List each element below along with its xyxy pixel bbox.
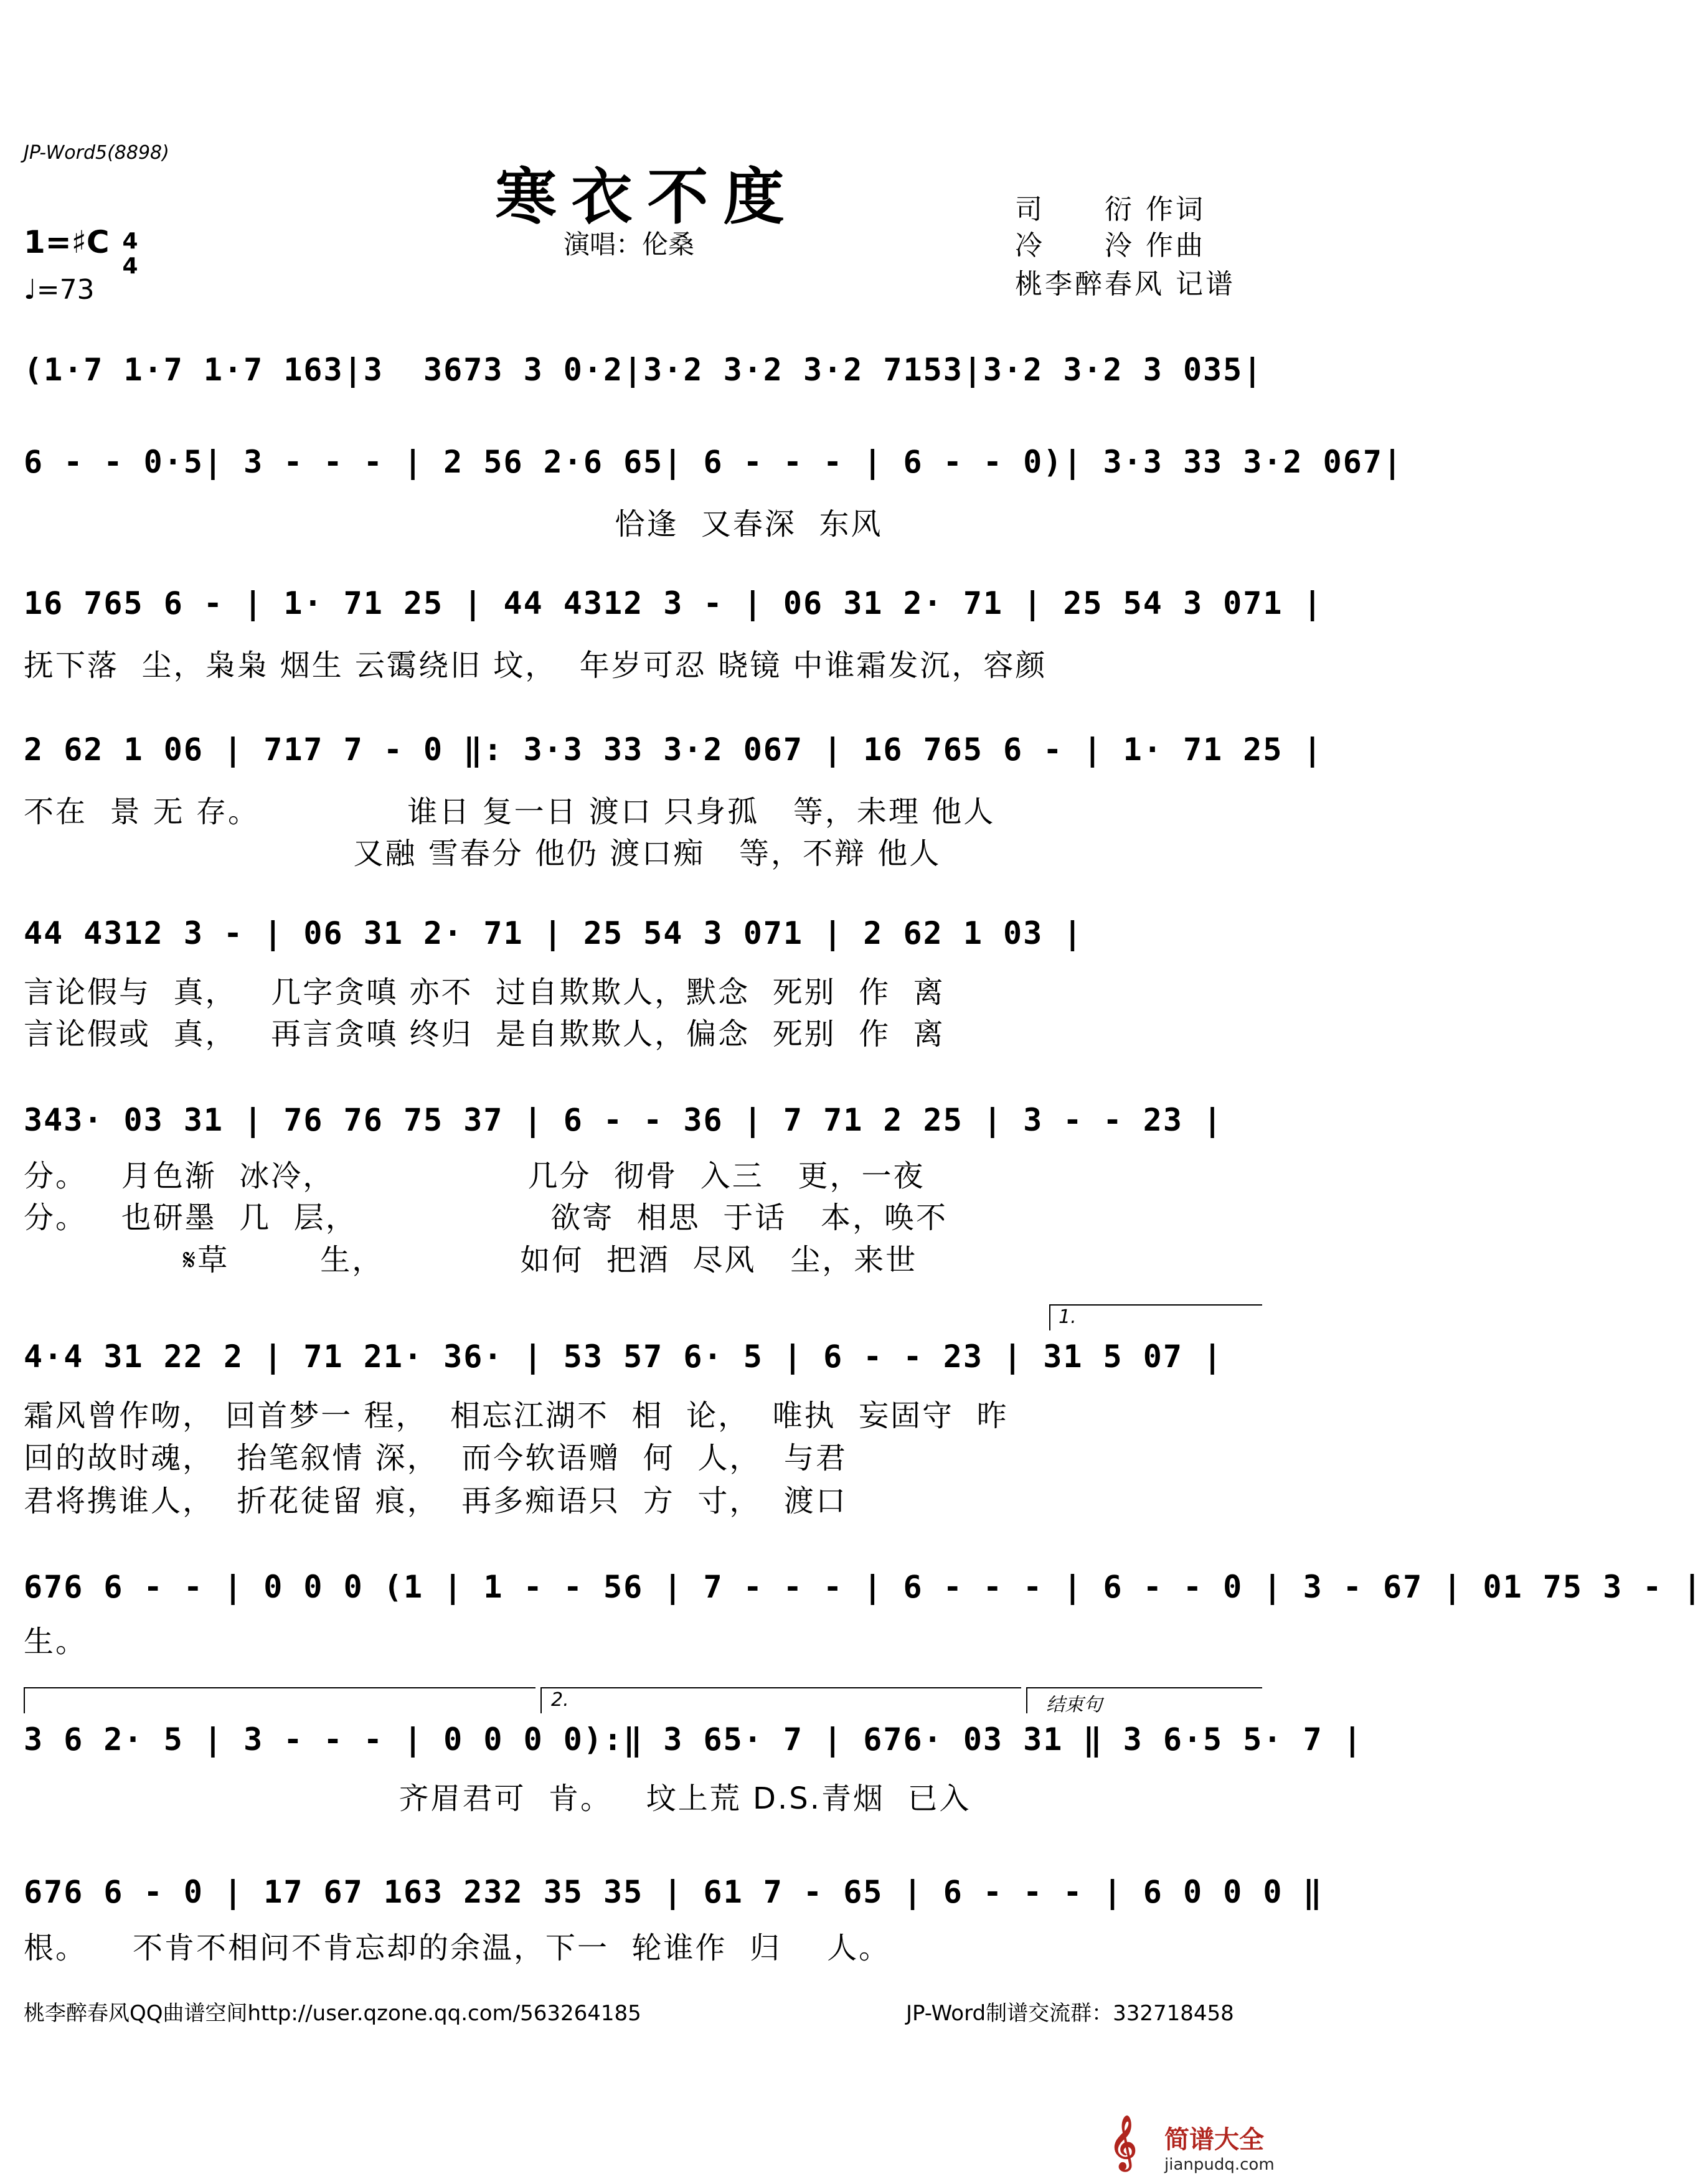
singer-credit: 演唱：伦桑 bbox=[564, 229, 695, 260]
watermark-brand: 简谱大全 bbox=[1164, 2125, 1264, 2154]
ending-label: 结束句 bbox=[1046, 1694, 1102, 1716]
system-3-lyric: 抚下落 尘，枭枭 烟生 云霭绕旧 坟， 年岁可忍 晓镜 中谁霜发沉，容颜 bbox=[24, 648, 1047, 683]
footer-source-link: 桃李醉春风QQ曲谱空间http://user.qzone.qq.com/563264185 bbox=[24, 2001, 641, 2026]
system-10-lyric: 根。 不肯不相问不肯忘却的余温，下一 轮谁作 归 人。 bbox=[24, 1931, 891, 1965]
footer-group-info: JP-Word制谱交流群：332718458 bbox=[906, 2001, 1234, 2026]
time-signature-bottom: 4 bbox=[122, 253, 138, 279]
brand-logo-icon: 𝄞 bbox=[1110, 2116, 1137, 2169]
system-8-notes: 676 6 - - | 0 0 0 (1 | 1 - - 56 | 7 - - - | 6 - - - | 6 - - 0 | 3 - 67 | 01 75 3 - | bbox=[24, 1569, 1703, 1605]
system-6-lyric-1: 分。 月色渐 冰冷， 几分 彻骨 入三 更，一夜 bbox=[24, 1159, 925, 1193]
system-7-lyric-3: 君将携谁人， 折花徒留 痕， 再多痴语只 方 寸， 渡口 bbox=[24, 1484, 847, 1518]
system-5-lyric-1: 言论假与 真， 几字贪嗔 亦不 过自欺欺人，默念 死别 作 离 bbox=[24, 975, 945, 1010]
time-signature bbox=[121, 229, 139, 279]
system-4-lyric-2: 又融 雪春分 他仍 渡口痴 等，不辩 他人 bbox=[24, 836, 941, 871]
system-2-lyric: 恰逢 又春深 东风 bbox=[24, 507, 883, 542]
song-title: 寒衣不度 bbox=[495, 161, 800, 233]
system-6-notes: 343· 03 31 | 76 76 75 37 | 6 - - 36 | 7 71 2 25 | 3 - - 23 | bbox=[24, 1102, 1224, 1138]
system-9-notes: 3 6 2· 5 | 3 - - - | 0 0 0 0):‖ 3 65· 7 | 676· 03 31 ‖ 3 6·5 5· 7 | bbox=[24, 1721, 1363, 1758]
system-7-lyric-2: 回的故时魂， 抬笔叙情 深， 而今软语赠 何 人， 与君 bbox=[24, 1441, 847, 1476]
system-5-notes: 44 4312 3 - | 06 31 2· 71 | 25 54 3 071 | 2 62 1 03 | bbox=[24, 915, 1083, 951]
volta-1-bracket bbox=[1049, 1304, 1262, 1330]
volta-2-bracket bbox=[540, 1687, 1021, 1713]
system-10-notes: 676 6 - 0 | 17 67 163 232 35 35 | 61 7 - 65 | 6 - - - | 6 0 0 0 ‖ bbox=[24, 1874, 1323, 1910]
volta-2-label: 2. bbox=[551, 1689, 569, 1711]
system-8-lyric: 生。 bbox=[24, 1624, 88, 1659]
notation-credit: 桃李醉春风 记谱 bbox=[1015, 268, 1235, 300]
lyricist-credit: 司 衍 作词 bbox=[1015, 194, 1205, 225]
system-9-lyric: 齐眉君可 肯。 坟上荒 D.S.青烟 已入 bbox=[24, 1781, 971, 1816]
system-7-lyric-1: 霜风曾作吻， 回首梦一 程， 相忘江湖不 相 论， 唯执 妄固守 昨 bbox=[24, 1398, 1009, 1433]
system-1-notes: (1·7 1·7 1·7 163|3 3673 3 0·2|3·2 3·2 3·2 7153|3·2 3·2 3 035| bbox=[24, 352, 1263, 388]
watermark-url: jianpudq.com bbox=[1164, 2155, 1275, 2174]
system-7-notes: 4·4 31 22 2 | 71 21· 36· | 53 57 6· 5 | 6 - - 23 | 31 5 07 | bbox=[24, 1339, 1224, 1375]
composer-credit: 冷 泠 作曲 bbox=[1015, 230, 1205, 261]
system-5-lyric-2: 言论假或 真， 再言贪嗔 终归 是自欺欺人，偏念 死别 作 离 bbox=[24, 1017, 945, 1052]
system-3-notes: 16 765 6 - | 1· 71 25 | 44 4312 3 - | 06 31 2· 71 | 25 54 3 071 | bbox=[24, 585, 1323, 621]
tempo-marking: ♩=73 bbox=[24, 274, 95, 306]
volta-1-label: 1. bbox=[1059, 1306, 1077, 1328]
system-6-lyric-3: 𝄋草 生， 如何 把酒 尽风 尘，来世 bbox=[24, 1243, 918, 1278]
system-4-lyric-1: 不在 景 无 存。 谁日 复一日 渡口 只身孤 等，未理 他人 bbox=[24, 794, 996, 829]
system-6-lyric-2: 分。 也研墨 几 层， 欲寄 相思 于话 本，唤不 bbox=[24, 1200, 948, 1235]
system-4-notes: 2 62 1 06 | 717 7 - 0 ‖: 3·3 33 3·2 067 | 16 765 6 - | 1· 71 25 | bbox=[24, 732, 1323, 768]
volta-1-continuation bbox=[24, 1687, 535, 1713]
software-label: JP-Word5(8898) bbox=[24, 142, 169, 164]
system-2-notes: 6 - - 0·5| 3 - - - | 2 56 2·6 65| 6 - - - | 6 - - 0)| 3·3 33 3·2 067| bbox=[24, 444, 1403, 480]
key-signature: 1=♯C bbox=[24, 224, 110, 260]
time-signature-top: 4 bbox=[122, 228, 138, 254]
